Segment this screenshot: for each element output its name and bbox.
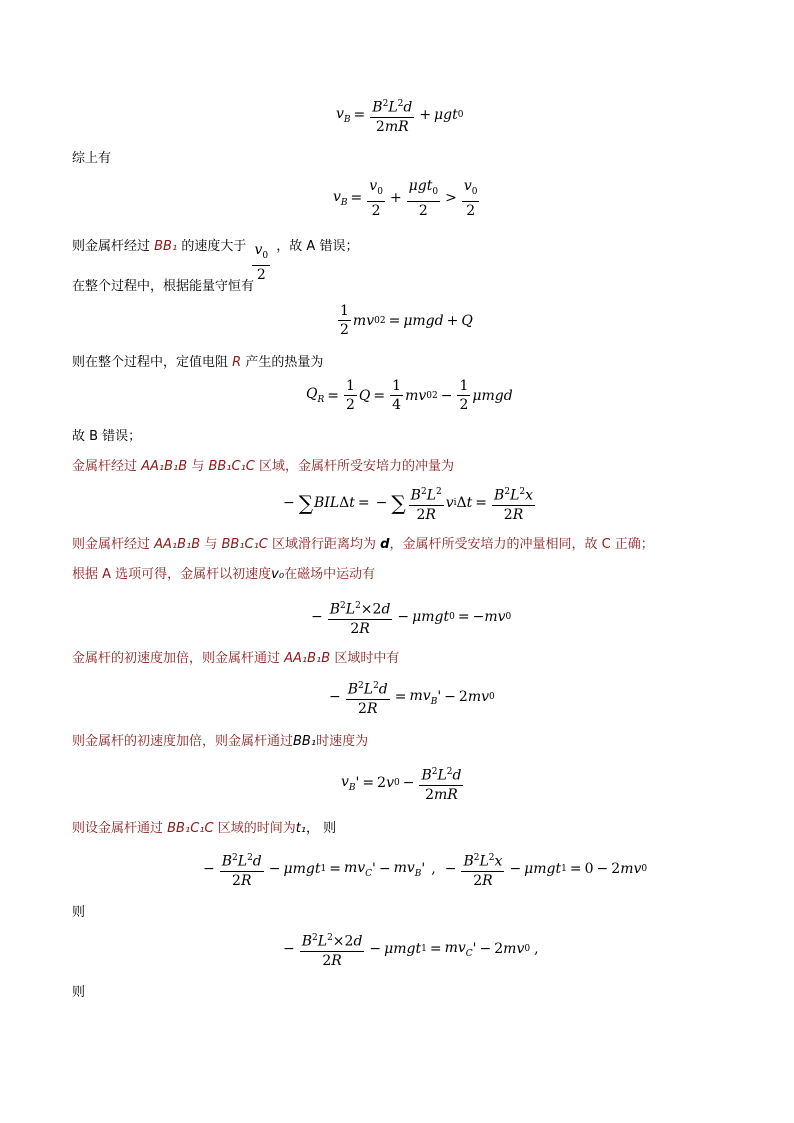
text-line: 根据 A 选项可得，金属杆以初速度v₀在磁场中运动有 xyxy=(72,567,376,582)
equation-vb-prime: $v_B$ ' = 2 v 0 − $\frac{B^2L^2d}{2mR}$ xyxy=(341,764,465,803)
equation-vb-1: $v_B$ = $\frac{B^2L^2d}{2mR}$ + μgt 0 xyxy=(336,96,463,135)
equation-qr: $Q_R$ = $\frac{1}{2}$ Q = $\frac{1}{4}$ mv 0 2 − $\frac{1}{2}$ μmgd xyxy=(306,378,513,413)
text-line: 则 xyxy=(72,985,86,1000)
text-line: 在整个过程中，根据能量守恒有 xyxy=(72,279,255,294)
text-line: 则金属杆的初速度加倍，则金属杆通过BB₁时速度为 xyxy=(72,734,369,749)
text-line: 则在整个过程中，定值电阻 R 产生的热量为 xyxy=(72,355,324,370)
equation-energy: $\frac{1}{2}$ mv 0 2 = μmgd + Q xyxy=(340,303,473,338)
text-line: 则设金属杆通过 BB₁C₁C 区域的时间为t₁， 则 xyxy=(72,821,337,836)
equation-region-2-sum: − $\frac{B^2L^2\times 2d}{2R}$ − μmgt 1 = $mv_C$ ' − 2 mv 0 , xyxy=(280,930,539,969)
text-line: 金属杆经过 AA₁B₁B 与 BB₁C₁C 区域，金属杆所受安培力的冲量为 xyxy=(72,459,455,474)
text-line: 则金属杆经过 BB₁ 的速度大于 $\frac{v_0}{2}$ ，故 A 错误； xyxy=(72,239,359,283)
equation-region-2: − $\frac{B^2L^2d}{2R}$ − μmgt 1 = $mv_C$ ' − $mv_B$ ' , − $\frac{B^2L^2x}{2R}$ − μmgt 1 = 0 − 2 mv 0 xyxy=(200,850,647,889)
text-line: 则 xyxy=(72,905,86,920)
text-line: 金属杆的初速度加倍，则金属杆通过 AA₁B₁B 区域时中有 xyxy=(72,651,400,666)
text-line: 综上有 xyxy=(72,151,112,166)
equation-motion-2: − $\frac{B^2L^2d}{2R}$ = $mv_B$ ' − 2 mv 0 xyxy=(326,678,495,717)
equation-impulse: − ∑ BIL Δ t = − ∑ $\frac{B^2L^2}{2R}$ v i Δ t = $\frac{B^2L^2x}{2R}$ xyxy=(280,484,537,523)
text-line: 故 B 错误； xyxy=(72,429,142,444)
equation-motion-1: − $\frac{B^2L^2\times 2d}{2R}$ − μmgt 0 = − mv 0 xyxy=(308,598,511,637)
equation-vb-2: $v_B$ = $\frac{v_0}{2}$ + $\frac{\mu gt_0}{2}$ > $\frac{v_0}{2}$ xyxy=(333,178,478,219)
text-line: 则金属杆经过 AA₁B₁B 与 BB₁C₁C 区域滑行距离均为 d，金属杆所受安培力的冲量相同，故 C 正确； xyxy=(72,537,654,552)
